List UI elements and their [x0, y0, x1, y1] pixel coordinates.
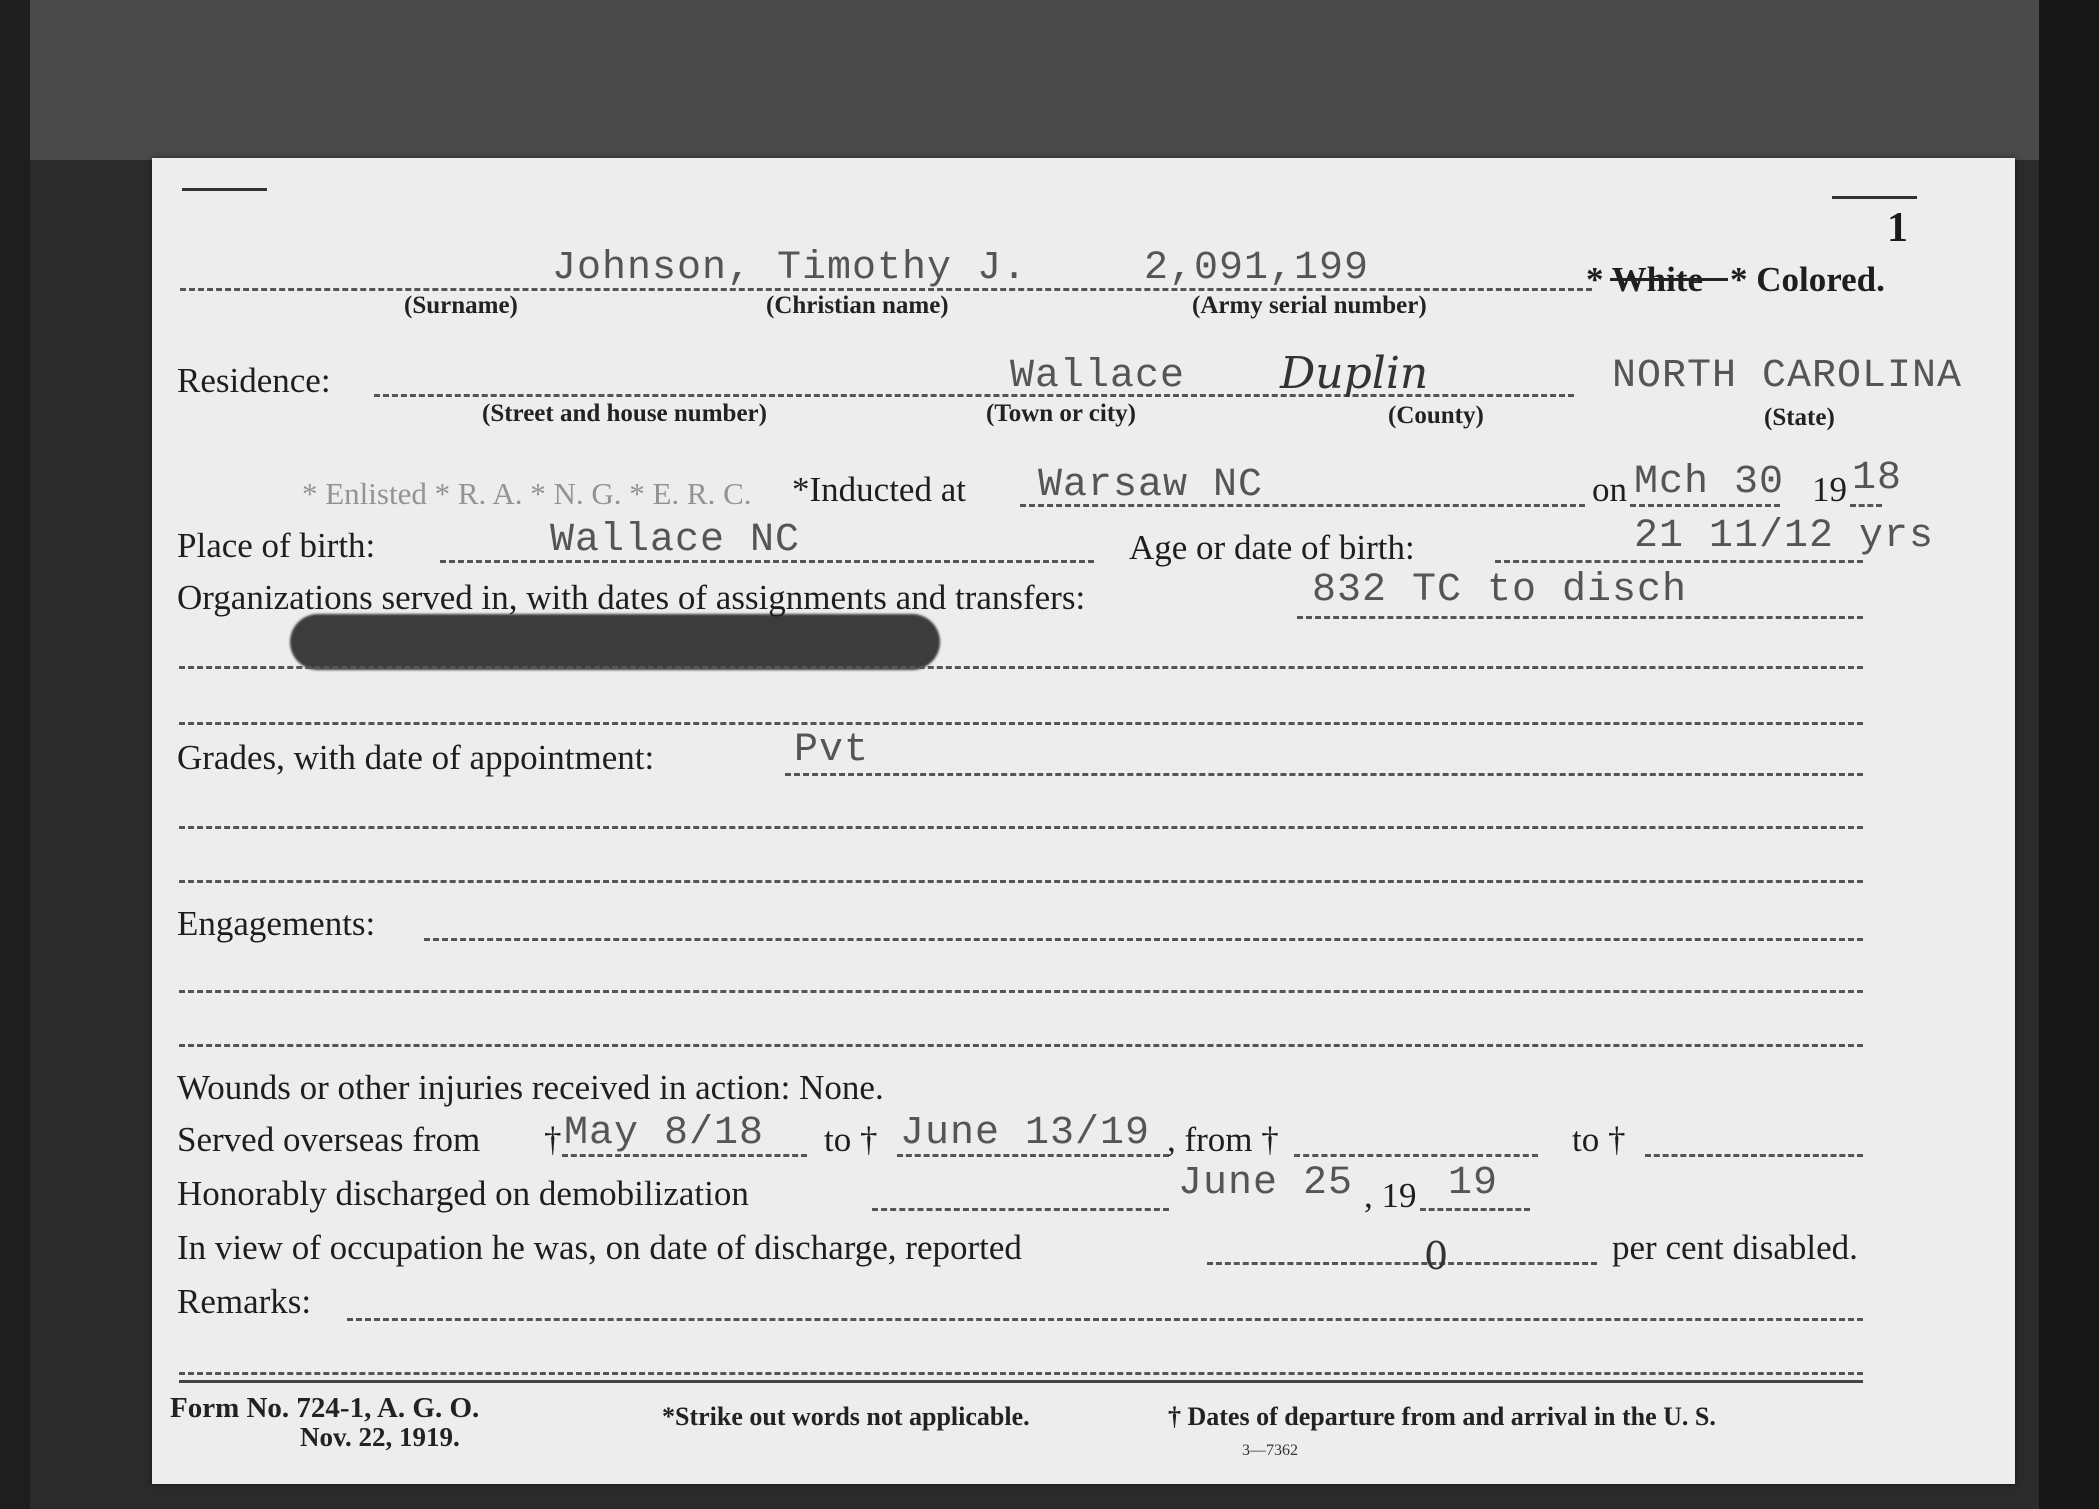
residence-town-value: Wallace [1010, 354, 1186, 399]
discharge-label: Honorably discharged on demobilization [177, 1174, 749, 1213]
organizations-line-3 [179, 722, 1863, 725]
grades-line-3 [179, 880, 1863, 883]
organizations-label: Organizations served in, with dates of assignments and transfers: [177, 578, 1086, 617]
overseas-dagger: † [544, 1120, 562, 1159]
overseas-from2-label: , from † [1167, 1120, 1279, 1159]
overseas-to-value: June 13/19 [900, 1111, 1151, 1156]
serial-caption: (Army serial number) [1192, 292, 1427, 319]
top-right-rule [1832, 196, 1917, 199]
form-number: Form No. 724-1, A. G. O. [170, 1392, 480, 1424]
street-caption: (Street and house number) [482, 400, 767, 427]
discharge-date-value: June 25 [1178, 1161, 1354, 1206]
form-date: Nov. 22, 1919. [300, 1422, 460, 1452]
remarks-line-2 [179, 1372, 1863, 1375]
organizations-value: 832 TC to disch [1312, 568, 1688, 613]
county-caption: (County) [1388, 402, 1484, 429]
race-white-label: * White [1586, 260, 1703, 299]
residence-label: Residence: [177, 361, 331, 400]
overseas-to2-line [1645, 1154, 1863, 1157]
disability-line [1207, 1262, 1597, 1265]
race-colored-label: * Colored. [1730, 260, 1885, 299]
engagements-line-3 [179, 1044, 1863, 1047]
birth-place-label: Place of birth: [177, 526, 376, 565]
background-right-edge [2039, 0, 2099, 1509]
overseas-label: Served overseas from [177, 1120, 481, 1159]
card-number: 1 [1887, 205, 1908, 251]
remarks-label: Remarks: [177, 1282, 312, 1321]
inducted-at-label: *Inducted at [792, 470, 966, 509]
service-record-card [152, 158, 2015, 1484]
age-line [1495, 560, 1863, 563]
christian-name-caption: (Christian name) [766, 292, 949, 319]
residence-county-value: Duplin [1280, 348, 1429, 399]
town-caption: (Town or city) [986, 400, 1136, 427]
engagements-label: Engagements: [177, 904, 376, 943]
remarks-solid-rule [179, 1380, 1863, 1383]
inducted-place-value: Warsaw NC [1038, 463, 1264, 508]
discharge-date-line [872, 1208, 1169, 1211]
inducted-year-value: 18 [1852, 456, 1903, 501]
engagements-line-2 [179, 990, 1863, 993]
engagements-line-1 [424, 938, 1863, 941]
top-left-rule [182, 188, 267, 191]
struck-enlistment-text: * Enlisted * R. A. * N. G. * E. R. C. [302, 476, 752, 511]
discharge-year-prefix: , 19 [1364, 1176, 1417, 1215]
state-caption: (State) [1764, 404, 1835, 431]
inducted-date-value: Mch 30 [1634, 460, 1785, 505]
grades-label: Grades, with date of appointment: [177, 738, 655, 777]
overseas-to-label: to † [824, 1120, 878, 1159]
overseas-to2-label: to † [1572, 1120, 1626, 1159]
strike-out-note: *Strike out words not applicable. [662, 1402, 1030, 1431]
discharge-year-line [1420, 1208, 1530, 1211]
dagger-note: † Dates of departure from and arrival in the U. S. [1168, 1402, 1716, 1431]
background-left-edge [0, 0, 30, 1509]
age-label: Age or date of birth: [1129, 528, 1415, 567]
overseas-from2-line [1294, 1154, 1538, 1157]
grades-value: Pvt [794, 728, 870, 773]
race-white-strike [1610, 278, 1728, 281]
residence-state-value: NORTH CAROLINA [1612, 354, 1963, 399]
surname-caption: (Surname) [404, 292, 518, 319]
grades-line-2 [179, 826, 1863, 829]
organizations-line-1 [1297, 616, 1863, 619]
remarks-line-1 [347, 1318, 1863, 1321]
background-top [0, 0, 2099, 160]
overseas-from-value: May 8/18 [564, 1111, 765, 1156]
disability-value: 0 [1424, 1234, 1449, 1278]
print-code: 3—7362 [1242, 1442, 1298, 1459]
disability-label: In view of occupation he was, on date of discharge, reported [177, 1228, 1022, 1267]
wounds-label: Wounds or other injuries received in action: None. [177, 1068, 884, 1107]
birth-place-value: Wallace NC [550, 518, 801, 563]
inducted-year-prefix: 19 [1812, 470, 1847, 509]
grades-line-1 [785, 773, 1863, 776]
inducted-year-line [1850, 504, 1882, 507]
disability-suffix: per cent disabled. [1612, 1228, 1858, 1267]
inducted-on-label: on [1592, 470, 1627, 509]
organizations-line-2 [179, 666, 1863, 669]
struck-enlistment-blot [290, 614, 940, 670]
discharge-year-value: 19 [1448, 1161, 1499, 1206]
age-value: 21 11/12 yrs [1634, 514, 1935, 559]
serial-value: 2,091,199 [1144, 246, 1370, 291]
name-value: Johnson, Timothy J. [552, 246, 1028, 291]
